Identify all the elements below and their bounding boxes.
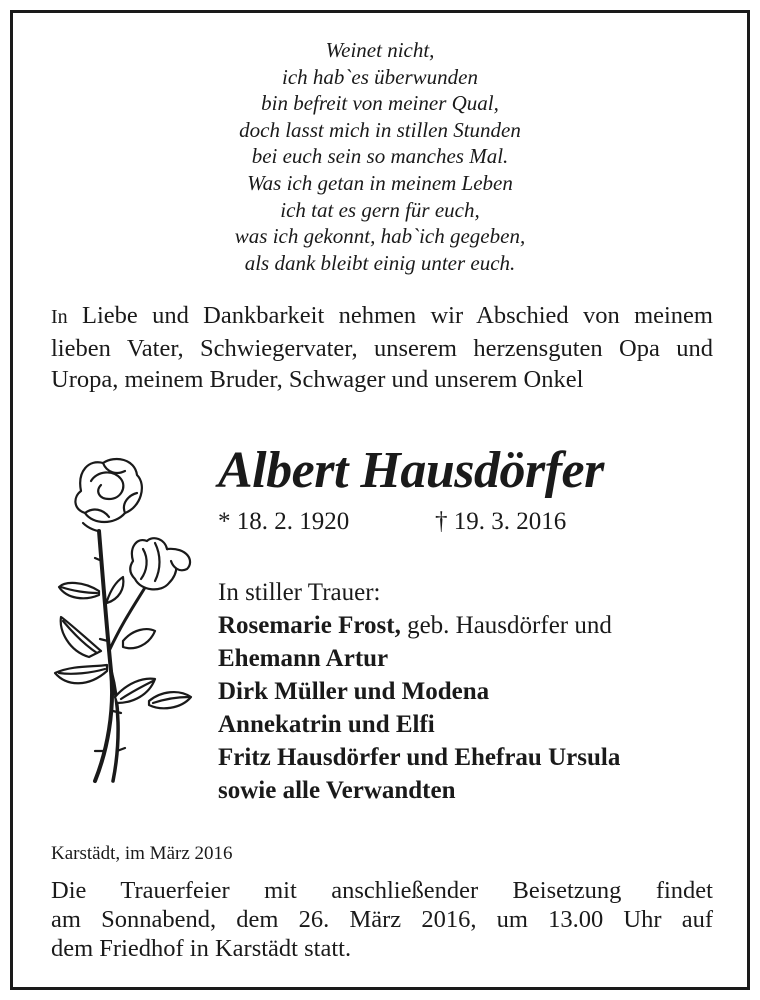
mourner-note: geb. Hausdörfer und	[400, 612, 612, 639]
funeral-line: dem Friedhof in Karstädt statt.	[51, 935, 352, 962]
deceased-name: Albert Hausdörfer	[218, 442, 604, 499]
mourner-line	[218, 609, 620, 642]
poem-line: ich hab`es überwunden	[282, 64, 478, 89]
poem-line: bin befreit von meiner Qual,	[261, 91, 499, 116]
mourner-line: Dirk Müller und Modena	[218, 678, 490, 705]
mourners-list	[218, 576, 620, 807]
poem-line: als dank bleibt einig unter euch.	[244, 250, 516, 275]
poem-line: Weinet nicht,	[325, 38, 435, 62]
mourner-line: Fritz Hausdörfer und Ehefrau Ursula	[218, 744, 621, 771]
intro-first-word: In	[51, 306, 68, 328]
intro-body: Liebe und Dankbarkeit nehmen wir Abschied von meinem lieben Vater, Schwiegervater, unserem herzensguten Opa und Uropa, meinem Bruder, Schwager und unserem Onkel	[51, 302, 713, 393]
life-dates	[218, 507, 567, 537]
intro-text	[51, 300, 713, 395]
mourner-line: Annekatrin und Elfi	[218, 711, 435, 738]
poem-line: was ich gekonnt, hab`ich gegeben,	[234, 224, 526, 249]
place-date: Karstädt, im März 2016	[51, 843, 233, 864]
poem-line: Was ich getan in meinem Leben	[247, 170, 513, 195]
poem	[13, 37, 747, 276]
funeral-line: am Sonnabend, dem 26. März 2016, um 13.00 Uhr auf	[51, 906, 713, 933]
birth-date: * 18. 2. 1920	[218, 508, 350, 535]
mourner-line: Ehemann Artur	[218, 645, 389, 672]
mourner-line: sowie alle Verwandten	[218, 777, 456, 804]
obituary-frame	[10, 10, 750, 990]
poem-line: bei euch sein so manches Mal.	[251, 144, 509, 169]
funeral-notice	[51, 876, 713, 963]
mourners-heading: In stiller Trauer:	[218, 579, 381, 606]
poem-line: ich tat es gern für euch,	[280, 197, 480, 222]
poem-line: doch lasst mich in stillen Stunden	[239, 117, 521, 142]
mourner-name: Rosemarie Frost,	[218, 612, 401, 639]
death-date: † 19. 3. 2016	[435, 508, 567, 535]
funeral-line: Die Trauerfeier mit anschließender Beisetzung findet	[51, 877, 713, 904]
rose-illustration-icon	[37, 451, 197, 791]
